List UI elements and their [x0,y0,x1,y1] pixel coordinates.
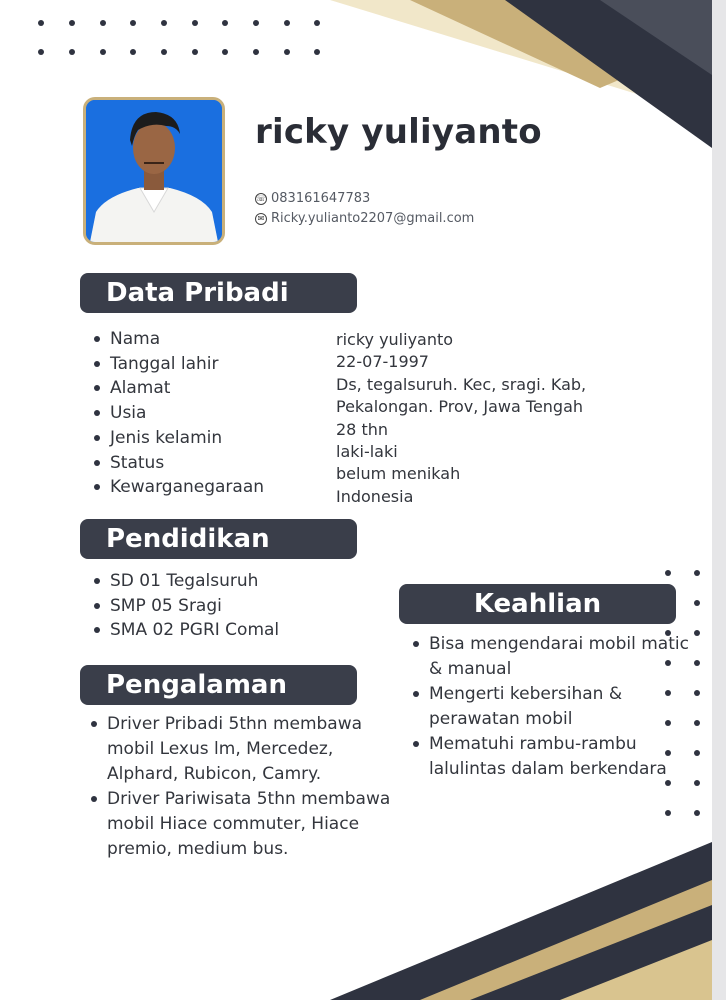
section-title: Pengalaman [106,670,287,700]
email-icon: ✉ [255,213,267,225]
value-line: laki-laki [336,442,398,462]
email-address: Ricky.yulianto2207@gmail.com [271,211,475,226]
email-contact [255,211,474,226]
section-heading-pendidikan [80,519,357,559]
section-title: Data Pribadi [106,278,289,308]
list-item: Usia [92,401,264,426]
value-line: ricky yuliyanto [336,330,454,349]
value-line: 22-07-1997 [336,352,429,372]
list-item: Nama [92,327,264,352]
education-list [92,569,279,643]
list-item: SMA 02 PGRI Comal [92,618,279,643]
list-item: Kewarganegaraan [92,475,264,500]
list-item: Mengerti kebersihan & perawatan mobil [411,682,696,732]
value-line: Indonesia [336,486,414,506]
list-item: Jenis kelamin [92,426,264,451]
skills-list [411,632,696,782]
phone-number: 083161647783 [271,191,371,206]
list-item: SD 01 Tegalsuruh [92,569,279,594]
personal-data-labels [92,327,264,500]
section-title: Keahlian [473,589,602,619]
list-item: Mematuhi rambu-rambu lalulintas dalam berkendara [411,732,696,782]
section-title: Pendidikan [106,524,270,554]
value-line: 28 thn [336,419,388,439]
list-item: Tanggal lahir [92,352,264,377]
value-line: belum menikah [336,464,461,484]
experience-list [89,712,399,862]
phone-contact [255,191,370,206]
page-edge-rail [712,0,726,1000]
list-item: Alamat [92,376,264,401]
personal-data-values [336,329,636,508]
list-item: Driver Pribadi 5thn membawa mobil Lexus lm, Mercedez, Alphard, Rubicon, Camry. [89,712,399,787]
dot-grid-top-left [30,12,330,62]
list-item: SMP 05 Sragi [92,594,279,619]
value-line: Pekalongan. Prov, Jawa Tengah [336,397,584,417]
section-heading-keahlian [399,584,676,624]
section-heading-data-pribadi [80,273,357,313]
list-item: Bisa mengendarai mobil matic & manual [411,632,696,682]
value-line: Ds, tegalsuruh. Kec, sragi. Kab, [336,374,587,394]
profile-photo [83,97,225,245]
phone-icon: ☏ [256,194,267,203]
list-item: Status [92,451,264,476]
profile-portrait-illustration [86,100,222,242]
section-heading-pengalaman [80,665,357,705]
candidate-name: ricky yuliyanto [255,112,542,152]
list-item: Driver Pariwisata 5thn membawa mobil Hiace commuter, Hiace premio, medium bus. [89,787,399,862]
